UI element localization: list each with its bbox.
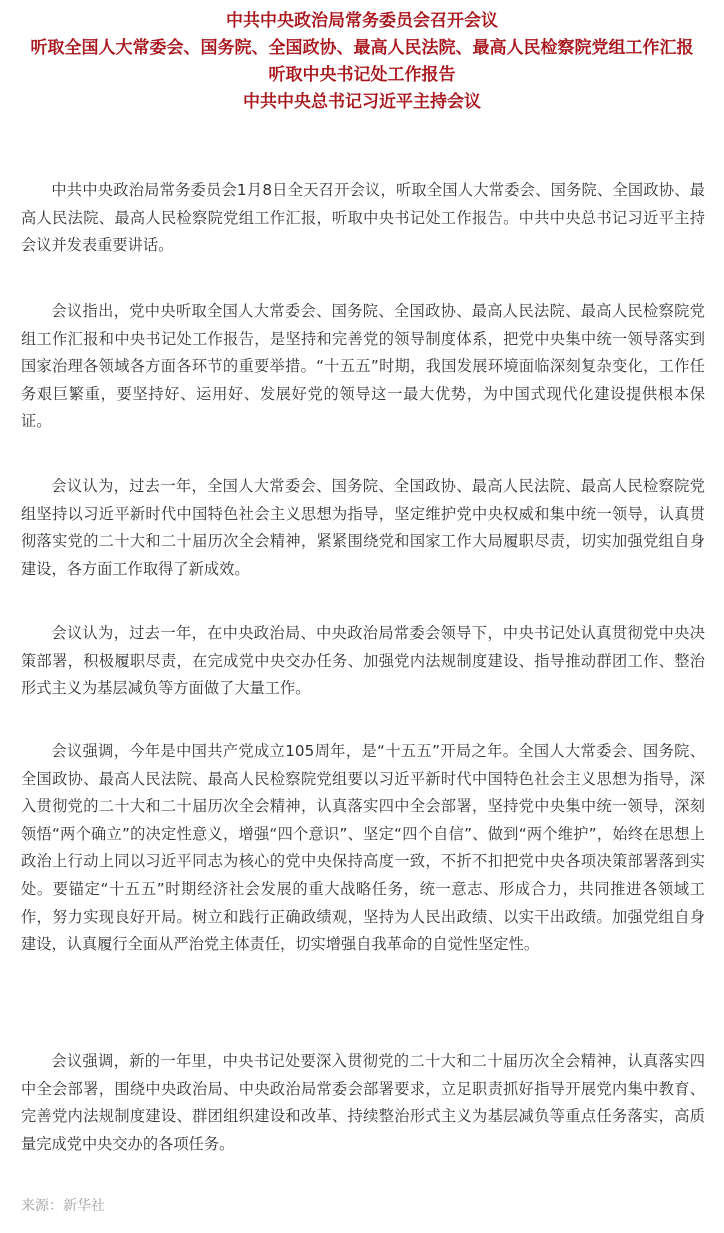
source-credit: 来源：新华社 <box>21 1198 105 1214</box>
headline-block <box>0 8 724 116</box>
body-paragraph: 会议认为，过去一年，全国人大常委会、国务院、全国政协、最高人民法院、最高人民检察院党组坚持以习近平新时代中国特色社会主义思想为指导，坚定维护党中央权威和集中统一领导，认真贯彻落实党的二十大和二十届历次全会精神，紧紧围绕党和国家工作大局履职尽责，切实加强党组自身建设，各方面工作取得了新成效。 <box>21 477 705 578</box>
body-paragraph: 中共中央政治局常务委员会1月8日全天召开会议，听取全国人大常委会、国务院、全国政协、最高人民法院、最高人民检察院党组工作汇报，听取中央书记处工作报告。中共中央总书记习近平主持会议并发表重要讲话。 <box>21 181 705 255</box>
body-paragraph: 会议强调，今年是中国共产党成立105周年，是“十五五”开局之年。全国人大常委会、国务院、全国政协、最高人民法院、最高人民检察院党组要以习近平新时代中国特色社会主义思想为指导，深入贯彻党的二十大和二十届历次全会精神，认真落实四中全会部署，坚持党中央集中统一领导，深刻领悟“两个确立”的决定性意义，增强“四个意识”、坚定“四个自信”、做到“两个维护”，始终在思想上政治上行动上同以习近平同志为核心的党中央保持高度一致，不折不扣把党中央各项决策部署落到实处。要锚定“十五五”时期经济社会发展的重大战略任务，统一意志、形成合力，共同推进各领域工作，努力实现良好开局。树立和践行正确政绩观，坚持为人民出政绩、以实干出政绩。加强党组自身建设，认真履行全面从严治党主体责任，切实增强自我革命的自觉性坚定性。 <box>21 742 705 954</box>
body-paragraph: 会议认为，过去一年，在中央政治局、中央政治局常委会领导下，中央书记处认真贯彻党中央决策部署，积极履职尽责，在完成党中央交办任务、加强党内法规制度建设、指导推动群团工作、整治形式主义为基层减负等方面做了大量工作。 <box>21 624 705 698</box>
headline-sub-reports: 听取全国人大常委会、国务院、全国政协、最高人民法院、最高人民检察院党组工作汇报 <box>30 38 694 58</box>
body-paragraph: 会议强调，新的一年里，中央书记处要深入贯彻党的二十大和二十届历次全会精神，认真落实四中全会部署，围绕中央政治局、中央政治局常委会部署要求，立足职责抓好指导开展党内集中教育、完善党内法规制度建设、群团组织建设和改革、持续整治形式主义为基层减负等重点任务落实，高质量完成党中央交办的各项任务。 <box>21 1052 705 1153</box>
headline-sub-chair: 中共中央总书记习近平主持会议 <box>243 92 481 112</box>
headline-main: 中共中央政治局常务委员会召开会议 <box>226 11 498 31</box>
body-paragraph: 会议指出，党中央听取全国人大常委会、国务院、全国政协、最高人民法院、最高人民检察院党组工作汇报和中央书记处工作报告，是坚持和完善党的领导制度体系，把党中央集中统一领导落实到国家治理各领域各方面各环节的重要举措。“十五五”时期，我国发展环境面临深刻复杂变化，工作任务艰巨繁重，要坚持好、运用好、发展好党的领导这一最大优势，为中国式现代化建设提供根本保证。 <box>21 302 705 431</box>
headline-sub-secretariat: 听取中央书记处工作报告 <box>268 65 456 85</box>
